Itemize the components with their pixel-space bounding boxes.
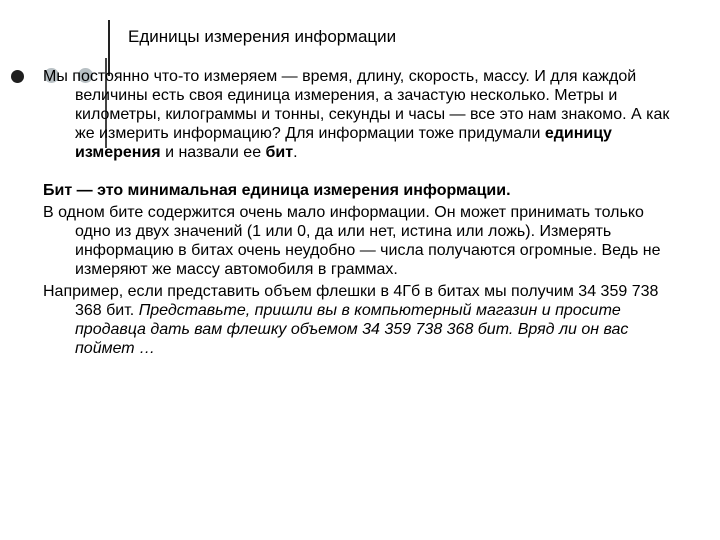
paragraph-example	[43, 282, 683, 358]
paragraph-intro-end: .	[293, 144, 298, 161]
bullet-dot-icon	[11, 70, 24, 83]
paragraph-bit-details: В одном бите содержится очень мало информации. Он может принимать только одно из двух значений (1 или 0, да или нет, истина или ложь). Измерять информацию в битах очень неудобно — числа получаются огромные. Ведь не измеряют же массу автомобиля в граммах.	[43, 204, 661, 278]
slide-title: Единицы измерения информации	[128, 27, 397, 46]
bold-term-unit: единицу измерения	[75, 125, 612, 161]
paragraph-example-text: Например, если представить объем флешки в 4Гб в битах мы получим 34 359 738 368 бит.	[43, 283, 659, 319]
bold-term-bit: бит	[265, 144, 294, 161]
paragraph-intro	[43, 67, 683, 162]
bit-definition: Бит — это минимальная единица измерения информации.	[43, 182, 511, 199]
paragraph-example-italic: Представьте, пришли вы в компьютерный магазин и просите продавца дать вам флешку объемом 34 359 738 368 бит. Вряд ли он вас поймет …	[75, 302, 629, 357]
slide-body	[43, 67, 683, 358]
paragraph-intro-text: Мы постоянно что-то измеряем — время, длину, скорость, массу. И для каждой величины есть своя единица измерения, а зачастую несколько. Метры и километры, килограммы и тонны, секунды и часы — все это нам знакомо. А как же измерить информацию? Для информации тоже придумали	[43, 68, 670, 142]
paragraph-intro-text-2: и назвали ее	[160, 144, 266, 161]
